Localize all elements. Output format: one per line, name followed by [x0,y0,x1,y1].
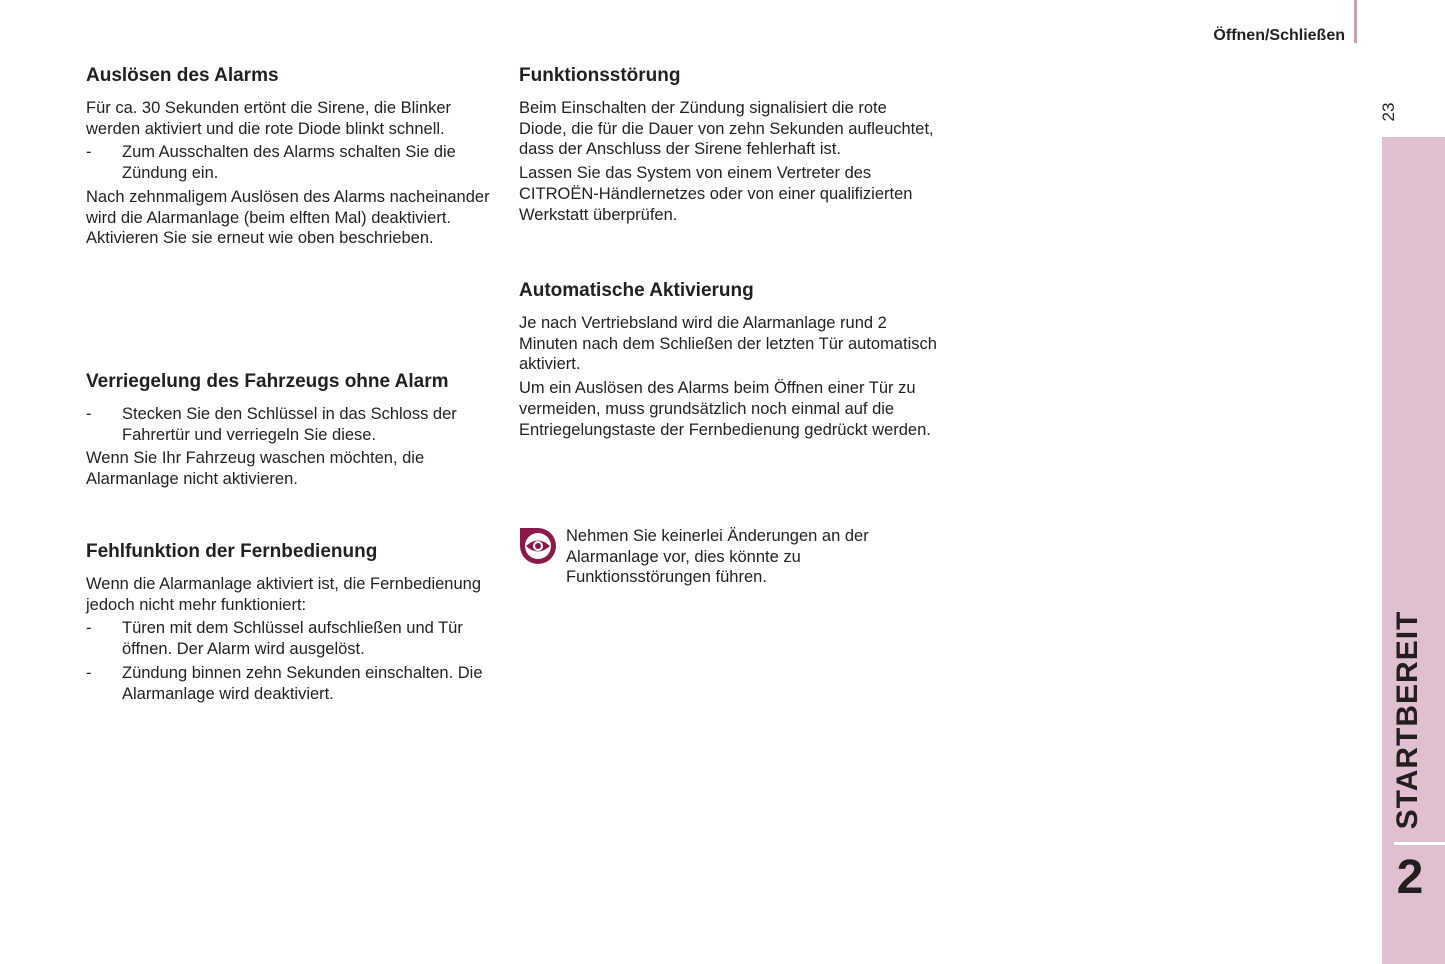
paragraph: Wenn Sie Ihr Fahrzeug waschen möchten, die Alarmanlage nicht aktivieren. [86,449,425,489]
section-malfunction [519,64,939,228]
section-title: Fehlfunktion der Fernbedienung [86,541,378,562]
list-dash: - [86,143,92,162]
page-number-text: 23 [1379,102,1398,122]
eye-warning-icon [519,527,557,565]
section-header-title: Öffnen/Schließen [1213,27,1345,44]
paragraph: Lassen Sie das System von einem Vertreter des CITROËN-Händlernetzes oder von einer qualifizierten Werkstatt überprüfen. [519,164,913,224]
warning-note [519,526,939,588]
page-number [1379,100,1399,124]
section-auto-activation [519,279,939,443]
list-dash: - [86,405,92,423]
list-item [86,404,506,445]
section-alarm-trigger [86,64,506,252]
chapter-name [1382,610,1434,830]
list-item [86,618,506,659]
section-title: Verriegelung des Fahrzeugs ohne Alarm [86,371,449,392]
chapter-number: 2 [1396,851,1424,904]
section-title: Automatische Aktivierung [519,280,754,301]
section-lock-without-alarm [86,370,506,493]
paragraph: Nach zehnmaligem Auslösen des Alarms nacheinander wird die Alarmanlage (beim elften Mal) deaktiviert. Aktivieren Sie sie erneut wie oben beschrieben. [86,187,490,248]
list-item-text: Stecken Sie den Schlüssel in das Schloss der Fahrertür und verriegeln Sie diese. [122,405,457,444]
list-dash: - [86,619,92,638]
section-title: Auslösen des Alarms [86,65,279,86]
header-divider [1354,0,1357,43]
list-item-text: Türen mit dem Schlüssel aufschließen und Tür öffnen. Der Alarm wird ausgelöst. [122,619,463,659]
note-text: Nehmen Sie keinerlei Änderungen an der Alarmanlage vor, dies könnte zu Funktionsstörungen führen. [566,527,869,587]
section-remote-malfunction [86,540,506,707]
list-dash: - [86,663,92,682]
section-title: Funktionsstörung [519,65,681,86]
paragraph: Beim Einschalten der Zündung signalisiert die rote Diode, die für die Dauer von zehn Sekunden aufleuchtet, dass der Anschluss der Sirene fehlerhaft ist. [519,99,934,159]
list-item [86,142,506,183]
list-item-text: Zündung binnen zehn Sekunden einschalten. Die Alarmanlage wird deaktiviert. [122,663,483,703]
paragraph: Für ca. 30 Sekunden ertönt die Sirene, die Blinker werden aktiviert und die rote Diode blinkt schnell. [86,99,452,138]
paragraph: Wenn die Alarmanlage aktiviert ist, die Fernbedienung jedoch nicht mehr funktioniert: [86,575,482,614]
paragraph: Je nach Vertriebsland wird die Alarmanlage rund 2 Minuten nach dem Schließen der letzten Tür automatisch aktiviert. [519,314,937,374]
list-item-text: Zum Ausschalten des Alarms schalten Sie die Zündung ein. [122,143,456,183]
list-item [86,663,506,704]
paragraph: Um ein Auslösen des Alarms beim Öffnen einer Tür zu vermeiden, muss grundsätzlich noch einmal auf die Entriegelungstaste der Fernbedienung gedrückt werden. [519,379,931,439]
chapter-name-text: STARTBEREIT [1391,610,1424,830]
chapter-tab [1382,137,1445,964]
chapter-divider [1394,842,1445,845]
